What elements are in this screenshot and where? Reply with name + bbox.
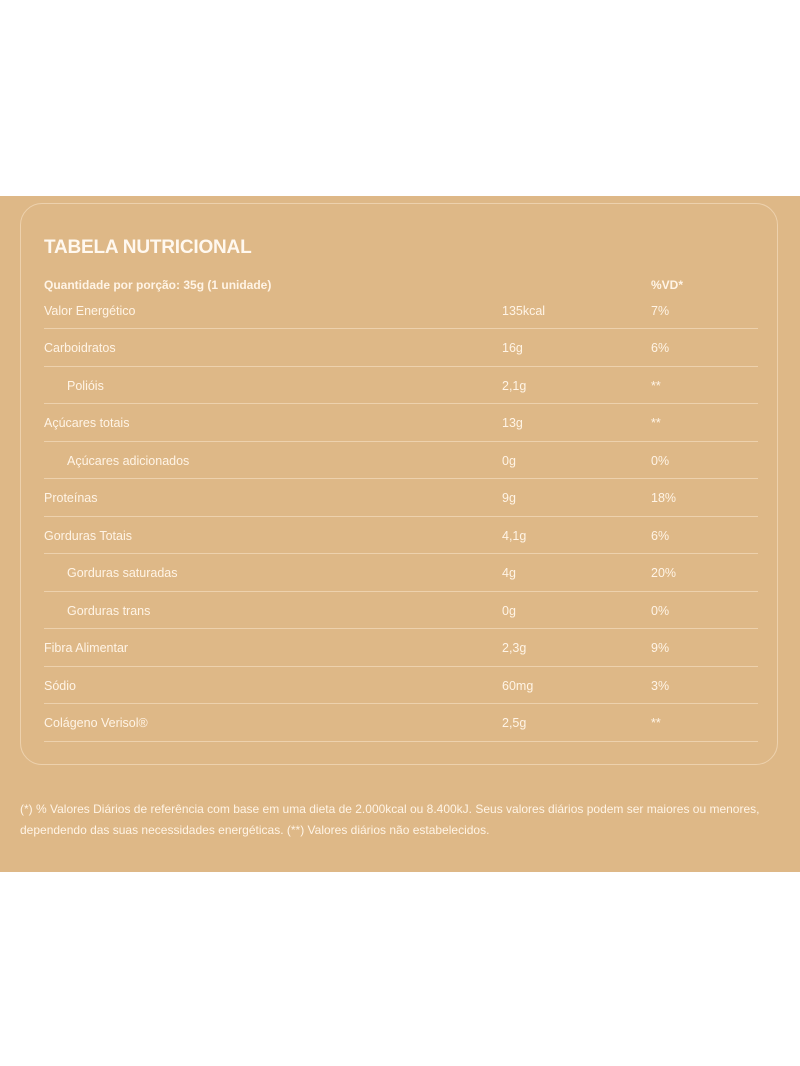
nutrition-table-card (20, 203, 778, 765)
table-row (44, 517, 758, 555)
nutrient-name: Valor Energético (44, 304, 136, 318)
nutrient-amount: 4,1g (502, 528, 527, 543)
table-row (44, 629, 758, 667)
nutrient-amount: 60mg (502, 678, 534, 693)
nutrient-name: Sódio (44, 678, 76, 693)
table-row (44, 404, 758, 442)
nutrient-vd: 7% (651, 304, 670, 318)
nutrient-vd: 20% (651, 566, 677, 580)
table-row (44, 329, 758, 367)
nutrient-amount: 135kcal (502, 304, 546, 318)
nutrient-name: Carboidratos (44, 341, 116, 355)
nutrient-name: Proteínas (44, 491, 98, 505)
table-row (44, 442, 758, 480)
nutrient-name: Gorduras saturadas (67, 566, 178, 580)
nutrient-name: Colágeno Verisol® (44, 716, 148, 730)
nutrient-amount: 0g (502, 603, 516, 618)
table-title: TABELA NUTRICIONAL (44, 237, 252, 258)
footnote: (*) % Valores Diários de referência com base em uma dieta de 2.000kcal ou 8.400kJ. Seus valores diários podem ser maiores ou menores, dependendo das suas necessidades energéticas. (**) Valores diários não estabelecidos. (20, 802, 760, 837)
nutrient-name: Polióis (67, 378, 104, 393)
portion-label: Quantidade por porção: 35g (1 unidade) (44, 278, 272, 292)
nutrient-name: Açúcares adicionados (67, 453, 190, 468)
nutrient-amount: 16g (502, 341, 523, 355)
nutrient-vd: ** (651, 378, 661, 393)
nutrition-section (0, 196, 800, 872)
vd-header: %VD* (651, 278, 684, 292)
nutrient-vd: 18% (651, 491, 677, 505)
nutrient-vd: ** (651, 716, 661, 730)
nutrient-vd: 3% (651, 678, 670, 693)
nutrient-vd: 0% (651, 453, 670, 468)
table-row (44, 554, 758, 592)
nutrient-name: Fibra Alimentar (44, 641, 129, 655)
table-row (44, 296, 758, 329)
nutrition-rows (44, 296, 758, 742)
nutrient-vd: 0% (651, 603, 670, 618)
nutrient-amount: 13g (502, 416, 523, 430)
nutrient-amount: 2,5g (502, 716, 527, 730)
nutrient-amount: 2,1g (502, 378, 527, 393)
nutrient-name: Açúcares totais (44, 416, 130, 430)
nutrient-name: Gorduras Totais (44, 528, 133, 543)
table-row (44, 704, 758, 742)
table-row (44, 479, 758, 517)
nutrient-amount: 4g (502, 566, 516, 580)
nutrient-vd: ** (651, 416, 661, 430)
nutrient-vd: 6% (651, 341, 670, 355)
nutrient-amount: 9g (502, 491, 516, 505)
table-row (44, 592, 758, 630)
nutrient-vd: 9% (651, 641, 670, 655)
nutrient-vd: 6% (651, 528, 670, 543)
table-row (44, 667, 758, 705)
nutrient-name: Gorduras trans (67, 603, 151, 618)
nutrient-amount: 2,3g (502, 641, 527, 655)
nutrient-amount: 0g (502, 453, 516, 468)
table-row (44, 367, 758, 405)
